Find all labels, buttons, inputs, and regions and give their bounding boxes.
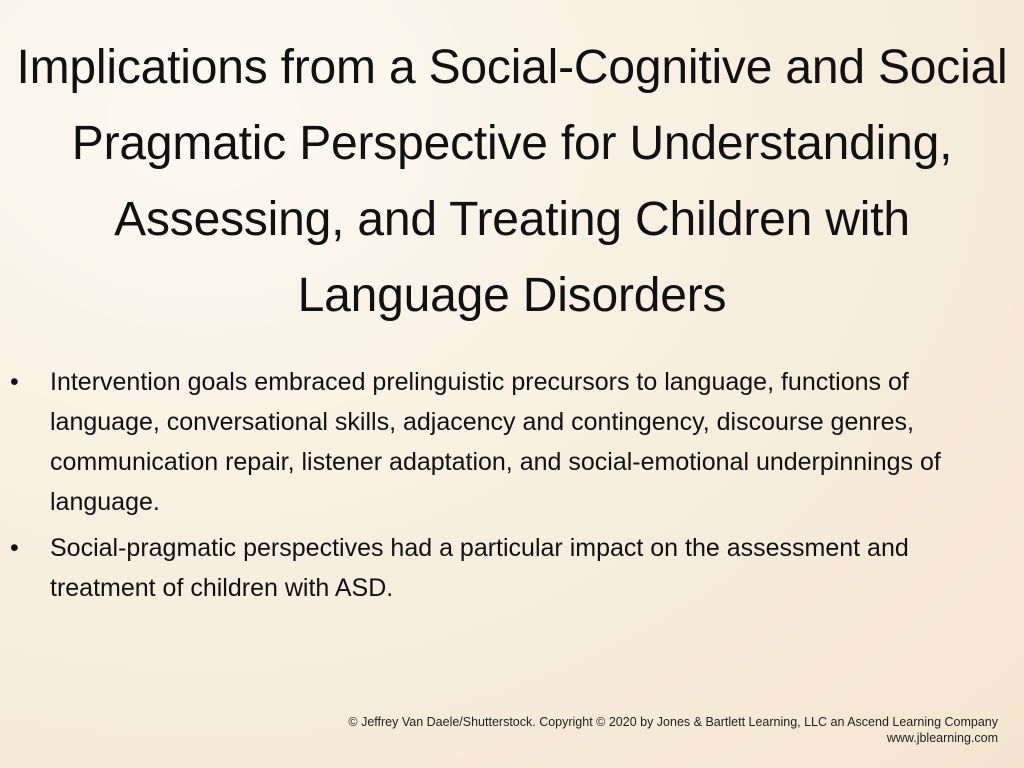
website-url: www.jblearning.com: [886, 731, 998, 745]
bullet-item: [10, 528, 995, 608]
bullet-item: [10, 362, 995, 522]
bullet-dot-icon: •: [10, 534, 19, 562]
bullet-text: Social-pragmatic perspectives had a particular impact on the assessment and treatment of children with ASD.: [50, 534, 909, 602]
copyright-text: © Jeffrey Van Daele/Shutterstock. Copyright © 2020 by Jones & Bartlett Learning, LLC an Ascend Learning Company: [348, 715, 998, 729]
bullet-dot-icon: •: [10, 368, 19, 396]
bullet-list: [10, 362, 995, 614]
bullet-text: Intervention goals embraced prelinguistic precursors to language, functions of language, conversational skills, adjacency and contingency, discourse genres, communication repair, listener adaptation, and social-emotional underpinnings of language.: [50, 368, 941, 516]
copyright-footer: [348, 714, 998, 746]
slide-title: Implications from a Social-Cognitive and Social Pragmatic Perspective for Understanding, Assessing, and Treating Children with Language Disorders: [16, 41, 1008, 322]
